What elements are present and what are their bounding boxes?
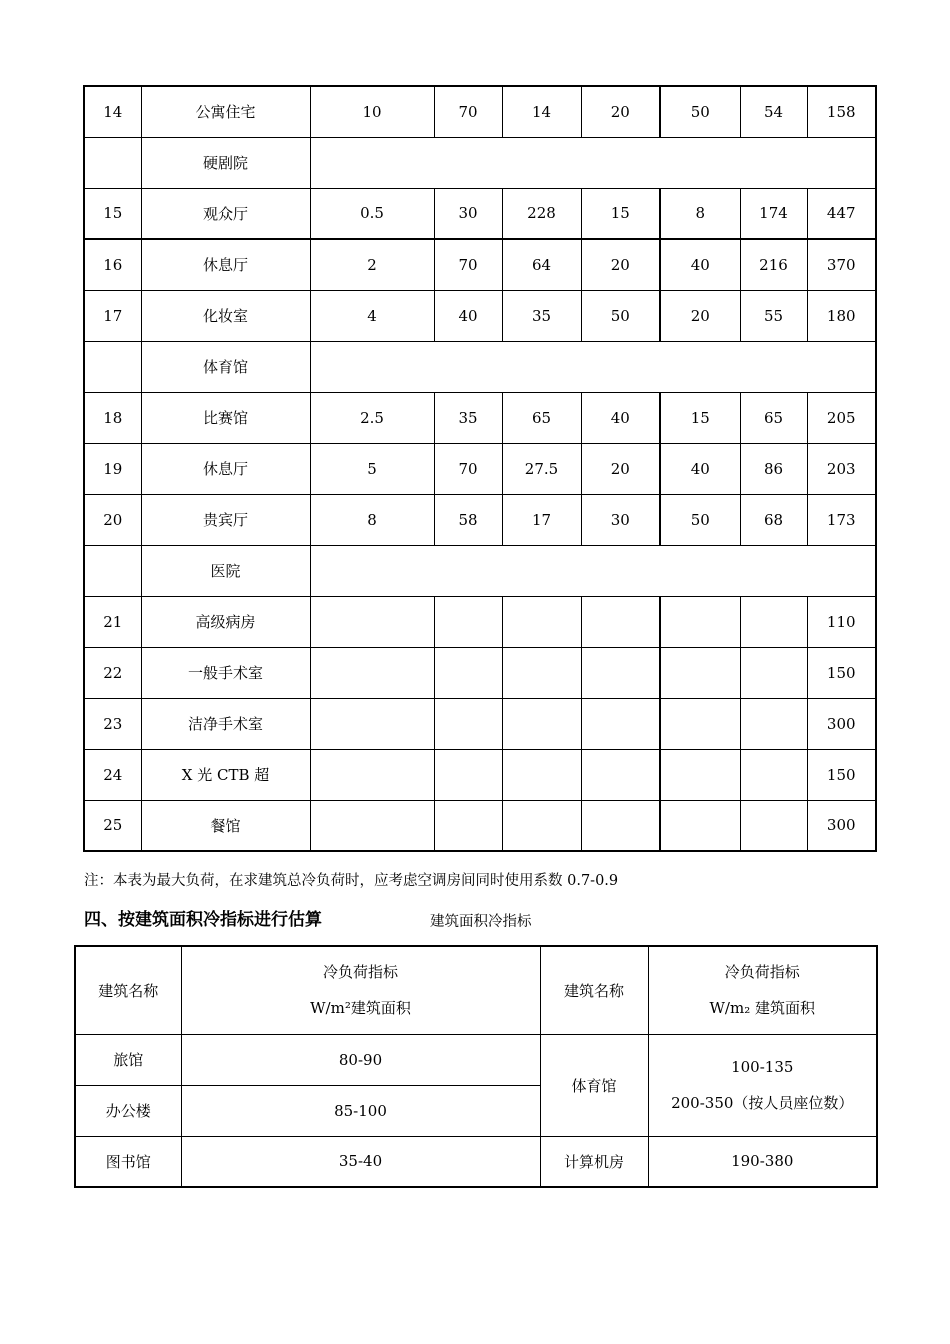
table-row: [84, 596, 876, 647]
row-number: 20: [84, 494, 141, 545]
load-value-c3: 65: [502, 392, 581, 443]
building-name: 办公楼: [75, 1085, 181, 1136]
load-value-c5: 40: [660, 443, 740, 494]
table-row: [84, 647, 876, 698]
load-value-c4: [581, 800, 660, 851]
load-value-c3: 14: [502, 86, 581, 137]
load-value-c3: [502, 596, 581, 647]
load-value-c2: 40: [434, 290, 502, 341]
load-value-c1: 8: [310, 494, 434, 545]
room-name: 一般手术室: [141, 647, 310, 698]
load-value-c2: [434, 596, 502, 647]
header-index-right-line2: W/m₂ 建筑面积: [709, 999, 815, 1018]
table-row: [84, 86, 876, 137]
total-load: 370: [807, 239, 876, 290]
row-number: 16: [84, 239, 141, 290]
cooling-index: 80-90: [181, 1034, 540, 1085]
load-value-c3: 27.5: [502, 443, 581, 494]
table-note: 注：本表为最大负荷，在求建筑总冷负荷时，应考虑空调房间同时使用系数 0.7-0.9: [84, 873, 619, 889]
building-name: 旅馆: [75, 1034, 181, 1085]
load-value-c3: 228: [502, 188, 581, 239]
load-value-c1: [310, 749, 434, 800]
load-value-c5: 50: [660, 86, 740, 137]
table-row: [84, 188, 876, 239]
category-blank: [310, 137, 876, 188]
table-row: [84, 443, 876, 494]
load-value-c3: [502, 647, 581, 698]
load-value-c5: 50: [660, 494, 740, 545]
table-row: [84, 290, 876, 341]
category-name: 医院: [141, 545, 310, 596]
load-value-c2: 35: [434, 392, 502, 443]
row-number: 17: [84, 290, 141, 341]
load-value-c2: 58: [434, 494, 502, 545]
category-row: [84, 341, 876, 392]
load-value-c2: 70: [434, 443, 502, 494]
load-value-c5: [660, 749, 740, 800]
load-value-c6: 86: [740, 443, 807, 494]
row-number: 23: [84, 698, 141, 749]
cooling-index: 35-40: [181, 1136, 540, 1187]
load-value-c4: 20: [581, 86, 660, 137]
load-value-c6: [740, 596, 807, 647]
load-value-c2: [434, 800, 502, 851]
total-load: 205: [807, 392, 876, 443]
room-name: 化妆室: [141, 290, 310, 341]
load-value-c3: 64: [502, 239, 581, 290]
room-name: 比赛馆: [141, 392, 310, 443]
load-value-c2: [434, 698, 502, 749]
load-value-c3: 17: [502, 494, 581, 545]
table-row: [84, 698, 876, 749]
header-building-name-right: 建筑名称: [540, 946, 648, 1034]
section-heading: 四、按建筑面积冷指标进行估算: [84, 910, 322, 930]
load-value-c1: [310, 800, 434, 851]
building-name: 体育馆: [540, 1034, 648, 1136]
total-load: 110: [807, 596, 876, 647]
room-name: 观众厅: [141, 188, 310, 239]
room-name: 公寓住宅: [141, 86, 310, 137]
header-building-name-left: 建筑名称: [75, 946, 181, 1034]
row-number: 21: [84, 596, 141, 647]
load-value-c6: [740, 698, 807, 749]
load-value-c2: 70: [434, 86, 502, 137]
cooling-index-line1: 100-135: [731, 1058, 794, 1076]
load-value-c5: [660, 596, 740, 647]
load-value-c4: [581, 749, 660, 800]
cooling-load-table: [83, 85, 877, 852]
room-name: X 光 CTB 超: [141, 749, 310, 800]
category-blank: [310, 341, 876, 392]
cooling-index-line2: 200-350（按人员座位数）: [671, 1094, 854, 1112]
total-load: 300: [807, 698, 876, 749]
load-value-c5: [660, 647, 740, 698]
load-value-c1: [310, 647, 434, 698]
load-value-c4: [581, 698, 660, 749]
load-value-c3: [502, 800, 581, 851]
total-load: 180: [807, 290, 876, 341]
load-value-c5: 15: [660, 392, 740, 443]
load-value-c4: 20: [581, 443, 660, 494]
header-index-right-line1: 冷负荷指标: [724, 963, 800, 982]
room-name: 休息厅: [141, 239, 310, 290]
table-row: [75, 1136, 877, 1187]
load-value-c3: 35: [502, 290, 581, 341]
load-value-c4: 50: [581, 290, 660, 341]
total-load: 203: [807, 443, 876, 494]
total-load: 158: [807, 86, 876, 137]
header-index-left-line2: W/m²建筑面积: [310, 999, 411, 1018]
category-row: [84, 545, 876, 596]
load-value-c6: 174: [740, 188, 807, 239]
load-value-c6: 54: [740, 86, 807, 137]
table-row: [75, 1034, 877, 1085]
building-name: 图书馆: [75, 1136, 181, 1187]
load-value-c5: 20: [660, 290, 740, 341]
room-name: 贵宾厅: [141, 494, 310, 545]
load-value-c6: [740, 647, 807, 698]
load-value-c1: [310, 698, 434, 749]
load-value-c5: 8: [660, 188, 740, 239]
header-index-left-line1: 冷负荷指标: [322, 963, 398, 982]
load-value-c2: 30: [434, 188, 502, 239]
table-row: [84, 749, 876, 800]
load-value-c1: [310, 596, 434, 647]
row-number: [84, 545, 141, 596]
total-load: 447: [807, 188, 876, 239]
category-row: [84, 137, 876, 188]
load-value-c2: [434, 749, 502, 800]
total-load: 150: [807, 749, 876, 800]
room-name: 餐馆: [141, 800, 310, 851]
load-value-c1: 2.5: [310, 392, 434, 443]
load-value-c6: 65: [740, 392, 807, 443]
load-value-c6: 68: [740, 494, 807, 545]
row-number: [84, 341, 141, 392]
header-cooling-index-left: [181, 946, 540, 1034]
row-number: 19: [84, 443, 141, 494]
row-number: [84, 137, 141, 188]
load-value-c3: [502, 749, 581, 800]
table-row: [84, 494, 876, 545]
load-value-c1: 10: [310, 86, 434, 137]
load-value-c2: 70: [434, 239, 502, 290]
row-number: 15: [84, 188, 141, 239]
cooling-index: [648, 1034, 877, 1136]
load-value-c6: [740, 749, 807, 800]
row-number: 22: [84, 647, 141, 698]
category-name: 体育馆: [141, 341, 310, 392]
category-blank: [310, 545, 876, 596]
room-name: 休息厅: [141, 443, 310, 494]
load-value-c4: 30: [581, 494, 660, 545]
category-name: 硬剧院: [141, 137, 310, 188]
row-number: 18: [84, 392, 141, 443]
cooling-index: 190-380: [648, 1136, 877, 1187]
room-name: 洁净手术室: [141, 698, 310, 749]
total-load: 150: [807, 647, 876, 698]
load-value-c6: 55: [740, 290, 807, 341]
header-cooling-index-right: [648, 946, 877, 1034]
load-value-c1: 5: [310, 443, 434, 494]
load-value-c1: 0.5: [310, 188, 434, 239]
table-row: [84, 392, 876, 443]
row-number: 25: [84, 800, 141, 851]
load-value-c5: [660, 800, 740, 851]
load-value-c4: 15: [581, 188, 660, 239]
table-row: [84, 239, 876, 290]
table-caption: 建筑面积冷指标: [430, 914, 532, 930]
table-header-row: [75, 946, 877, 1034]
room-name: 高级病房: [141, 596, 310, 647]
load-value-c1: 2: [310, 239, 434, 290]
total-load: 300: [807, 800, 876, 851]
load-value-c5: [660, 698, 740, 749]
load-value-c6: [740, 800, 807, 851]
load-value-c2: [434, 647, 502, 698]
area-cooling-index-table: [74, 945, 878, 1188]
load-value-c5: 40: [660, 239, 740, 290]
row-number: 14: [84, 86, 141, 137]
load-value-c3: [502, 698, 581, 749]
load-value-c4: [581, 647, 660, 698]
load-value-c4: [581, 596, 660, 647]
load-value-c4: 20: [581, 239, 660, 290]
table-row: [84, 800, 876, 851]
total-load: 173: [807, 494, 876, 545]
load-value-c4: 40: [581, 392, 660, 443]
cooling-index: 85-100: [181, 1085, 540, 1136]
load-value-c1: 4: [310, 290, 434, 341]
row-number: 24: [84, 749, 141, 800]
load-value-c6: 216: [740, 239, 807, 290]
building-name: 计算机房: [540, 1136, 648, 1187]
